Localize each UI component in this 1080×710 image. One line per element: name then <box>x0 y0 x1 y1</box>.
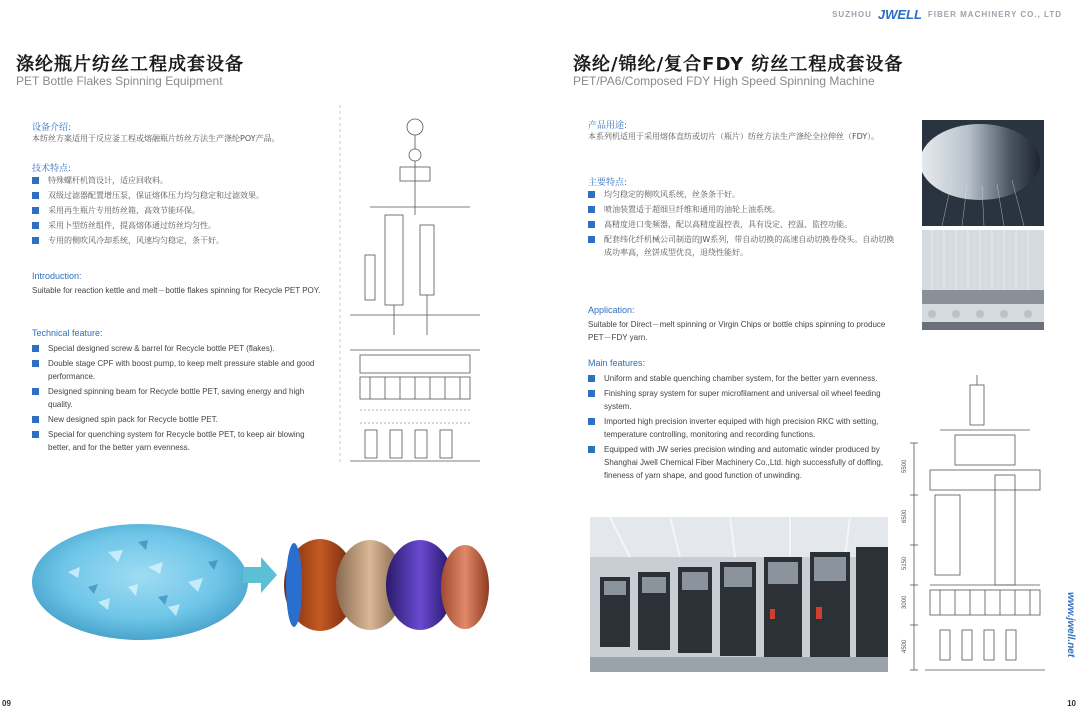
left-title-cn: 涤纶瓶片纺丝工程成套设备 <box>16 54 244 75</box>
dim-label: 3000 <box>902 595 908 609</box>
left-feature-en-heading: Technical feature: <box>32 328 103 338</box>
list-item: Imported high precision inverter equiped with high precision RKC with setting, temperature controlling, monitoring and recording functions. <box>588 415 898 441</box>
left-intro-cn-heading: 设备介绍: <box>32 123 72 133</box>
left-features-cn <box>32 174 332 249</box>
right-title-en: PET/PA6/Composed FDY High Speed Spinning Machine <box>573 74 875 88</box>
list-item: 高精度进口变频器，配以高精度温控表，具有设定、控温、监控功能。 <box>588 218 900 231</box>
list-item: Finishing spray system for super microfilament and universal oil wheel feeding system. <box>588 387 898 413</box>
left-feature-cn-heading: 技术特点: <box>32 164 72 174</box>
brand-header <box>832 7 1062 22</box>
list-item: 特殊螺杆机筒设计，适应回收料。 <box>32 174 332 187</box>
list-item: Equipped with JW series precision winding and automatic winder produced by Shanghai Jwell Chemical Fiber Machinery Co.,Ltd. high successfully of doffing, fineness of yarn shape, and good function of unwinding. <box>588 443 898 482</box>
right-app-en: Suitable for Direct－melt spinning or Virgin Chips or bottle chips spinning to produce PET－FDY yarn. <box>588 320 886 342</box>
yarn-bobbins-photo <box>280 530 490 640</box>
list-item: Special designed screw & barrel for Recycle bottle PET (flakes). <box>32 342 324 355</box>
pet-flakes-photo <box>28 512 253 642</box>
list-item: 专用的侧吹风冷却系统，风速均匀稳定，条干好。 <box>32 234 332 247</box>
spinning-equipment-diagram <box>330 105 490 465</box>
brand-prefix: SUZHOU <box>832 10 872 19</box>
list-item: 喷油装置适于超细旦纤维和通用的油轮上油系统。 <box>588 203 900 216</box>
right-usage-cn-heading: 产品用途: <box>588 121 628 131</box>
list-item: Double stage CPF with boost pump, to keep melt pressure stable and good performance. <box>32 357 324 383</box>
dim-label: 5150 <box>902 556 908 570</box>
list-item: Designed spinning beam for Recycle bottle PET, saving energy and high quality. <box>32 385 324 411</box>
right-usage-cn: 本系列机适用于采用熔体直纺或切片（瓶片）纺丝方法生产涤纶全拉伸丝（FDY）。 <box>588 132 880 141</box>
jwell-logo: JWELL <box>877 7 922 22</box>
left-intro-en-heading: Introduction: <box>32 271 82 281</box>
list-item: 双级过滤器配置增压泵，保证熔体压力均匀稳定和过滤效果。 <box>32 189 332 202</box>
right-features-en <box>588 372 898 484</box>
list-item: Uniform and stable quenching chamber system, for the better yarn evenness. <box>588 372 898 385</box>
brand-suffix: FIBER MACHINERY CO., LTD <box>927 10 1062 19</box>
list-item: 采用卜型纺丝组件，提高熔体通过纺丝均匀性。 <box>32 219 332 232</box>
right-title-cn: 涤纶/锦纶/复合FDY 纺丝工程成套设备 <box>573 54 904 75</box>
right-features-cn <box>588 188 900 261</box>
list-item: 均匀稳定的侧吹风系统，丝条条干好。 <box>588 188 900 201</box>
yarn-roll-photo <box>922 120 1044 226</box>
page-number-left: 09 <box>2 699 11 708</box>
left-intro-en: Suitable for reaction kettle and melt－bottle flakes spinning for Recycle PET POY. <box>32 286 321 295</box>
right-feature-en-heading: Main features: <box>588 358 646 368</box>
fdy-machine-diagram <box>900 375 1050 675</box>
dim-label: 6500 <box>902 509 908 523</box>
page-number-right: 10 <box>1067 699 1076 708</box>
dim-label: 5500 <box>902 459 908 473</box>
left-intro-cn: 本纺丝方案适用于反应釜工程或熔融瓶片纺丝方法生产涤纶POY产品。 <box>32 134 280 143</box>
website-url: www.jwell.net <box>1065 592 1076 658</box>
list-item: 配套纬化纤机械公司制造的JW系列，带自动切换的高速自动切换卷绕头。自动切换成功率高，丝饼成型优良，退绕性能好。 <box>588 233 900 259</box>
filament-threads-photo <box>922 230 1044 330</box>
right-app-en-heading: Application: <box>588 305 635 315</box>
list-item: 采用再生瓶片专用纺丝箱，高效节能环保。 <box>32 204 332 217</box>
dim-label: 4500 <box>902 639 908 653</box>
list-item: New designed spin pack for Recycle bottle PET. <box>32 413 324 426</box>
left-title-en: PET Bottle Flakes Spinning Equipment <box>16 74 223 88</box>
right-feature-cn-heading: 主要特点: <box>588 178 628 188</box>
list-item: Special for quenching system for Recycle bottle PET, to keep air blowing better, and for the better yarn evenness. <box>32 428 324 454</box>
factory-floor-photo <box>590 517 888 672</box>
arrow-right-icon <box>243 555 277 595</box>
left-features-en <box>32 342 324 456</box>
